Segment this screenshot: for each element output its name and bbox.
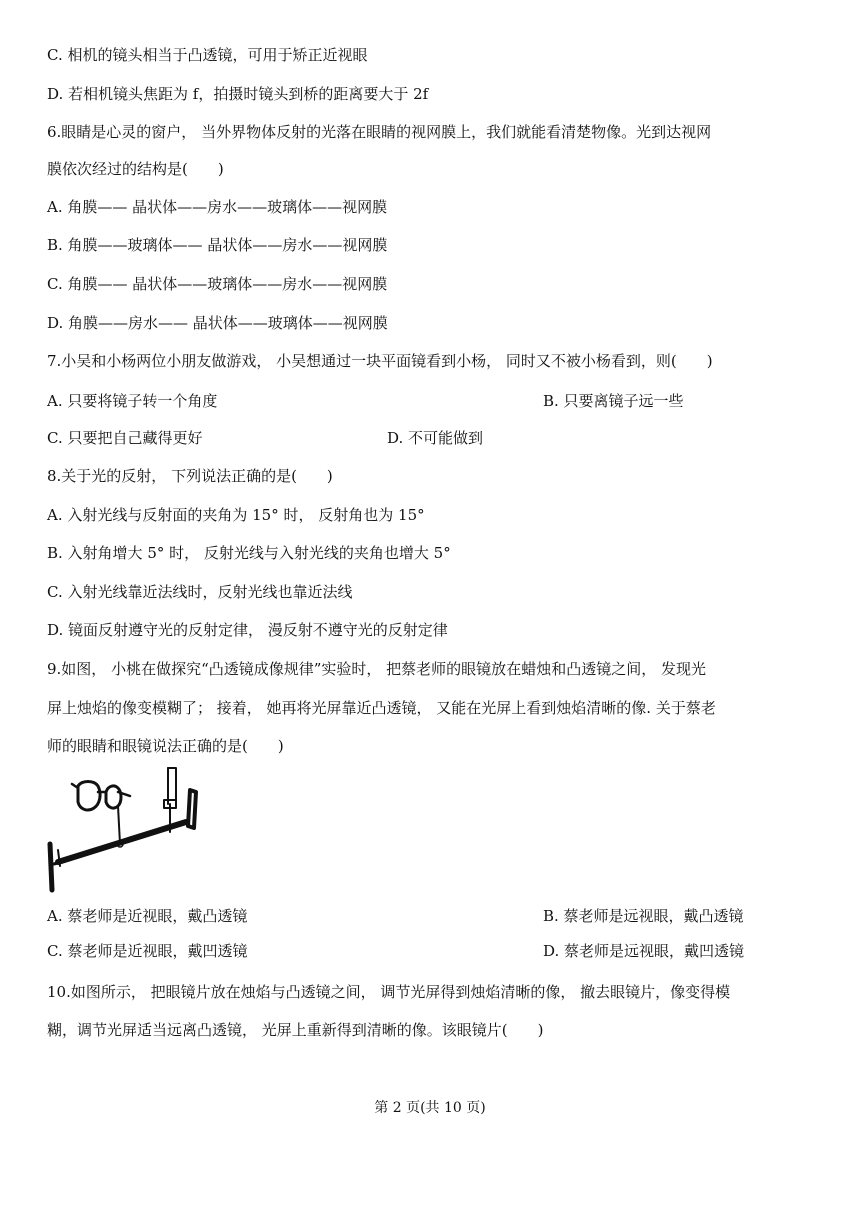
q7-option-a: A. 只要将镜子转一个角度 (47, 392, 218, 410)
q10-stem-line2: 糊，调节光屏适当远离凸透镜， 光屏上重新得到清晰的像。该眼镜片( ) (47, 1021, 544, 1039)
q9-stem-line3: 师的眼睛和眼镜说法正确的是( ) (47, 737, 284, 755)
q7-option-c: C. 只要把自己藏得更好 (47, 429, 203, 447)
q6-stem-line2: 膜依次经过的结构是( ) (47, 160, 224, 178)
q5-option-d: D. 若相机镜头焦距为 f，拍摄时镜头到桥的距离要大于 2f (47, 85, 429, 103)
q10-stem-line1: 10.如图所示， 把眼镜片放在烛焰与凸透镜之间， 调节光屏得到烛焰清晰的像， 撤去眼镜片，像变得模 (47, 983, 731, 1001)
screen-drawing (188, 790, 196, 828)
q8-stem: 8.关于光的反射， 下列说法正确的是( ) (47, 467, 333, 485)
q9-option-b: B. 蔡老师是远视眼，戴凸透镜 (543, 907, 744, 925)
q6-option-c: C. 角膜—— 晶状体——玻璃体——房水——视网膜 (47, 275, 388, 293)
q6-option-d: D. 角膜——房水—— 晶状体——玻璃体——视网膜 (47, 314, 388, 332)
q9-option-c: C. 蔡老师是近视眼，戴凹透镜 (47, 942, 248, 960)
glasses-drawing (72, 782, 130, 811)
q9-stem-line2: 屏上烛焰的像变模糊了； 接着， 她再将光屏靠近凸透镜， 又能在光屏上看到烛焰清晰的像. 关于蔡老 (47, 699, 716, 717)
q7-option-b: B. 只要离镜子远一些 (543, 392, 684, 410)
q9-option-a: A. 蔡老师是近视眼，戴凸透镜 (47, 907, 248, 925)
q9-option-d: D. 蔡老师是远视眼，戴凹透镜 (543, 942, 745, 960)
q6-stem-line1: 6.眼睛是心灵的窗户， 当外界物体反射的光落在眼睛的视网膜上，我们就能看清楚物像。光到达视网 (47, 123, 712, 141)
q8-option-b: B. 入射角增大 5° 时， 反射光线与入射光线的夹角也增大 5° (47, 544, 451, 562)
page-footer: 第 2 页(共 10 页) (374, 1100, 486, 1116)
q6-option-a: A. 角膜—— 晶状体——房水——玻璃体——视网膜 (47, 198, 388, 216)
q5-option-c: C. 相机的镜头相当于凸透镜，可用于矫正近视眼 (47, 46, 368, 64)
q9-stem-line1: 9.如图， 小桃在做探究“凸透镜成像规律”实验时， 把蔡老师的眼镜放在蜡烛和凸透镜之间， 发现光 (47, 660, 706, 678)
bench-stand (50, 844, 52, 890)
q8-option-d: D. 镜面反射遵守光的反射定律， 漫反射不遵守光的反射定律 (47, 621, 448, 639)
q6-option-b: B. 角膜——玻璃体—— 晶状体——房水——视网膜 (47, 236, 388, 254)
q8-option-a: A. 入射光线与反射面的夹角为 15° 时， 反射角也为 15° (47, 506, 425, 524)
q7-option-d: D. 不可能做到 (387, 429, 484, 447)
q8-option-c: C. 入射光线靠近法线时，反射光线也靠近法线 (47, 583, 353, 601)
experiment-figure (44, 762, 204, 894)
q7-stem: 7.小吴和小杨两位小朋友做游戏， 小吴想通过一块平面镜看到小杨， 同时又不被小杨看到，则( ) (47, 352, 713, 370)
